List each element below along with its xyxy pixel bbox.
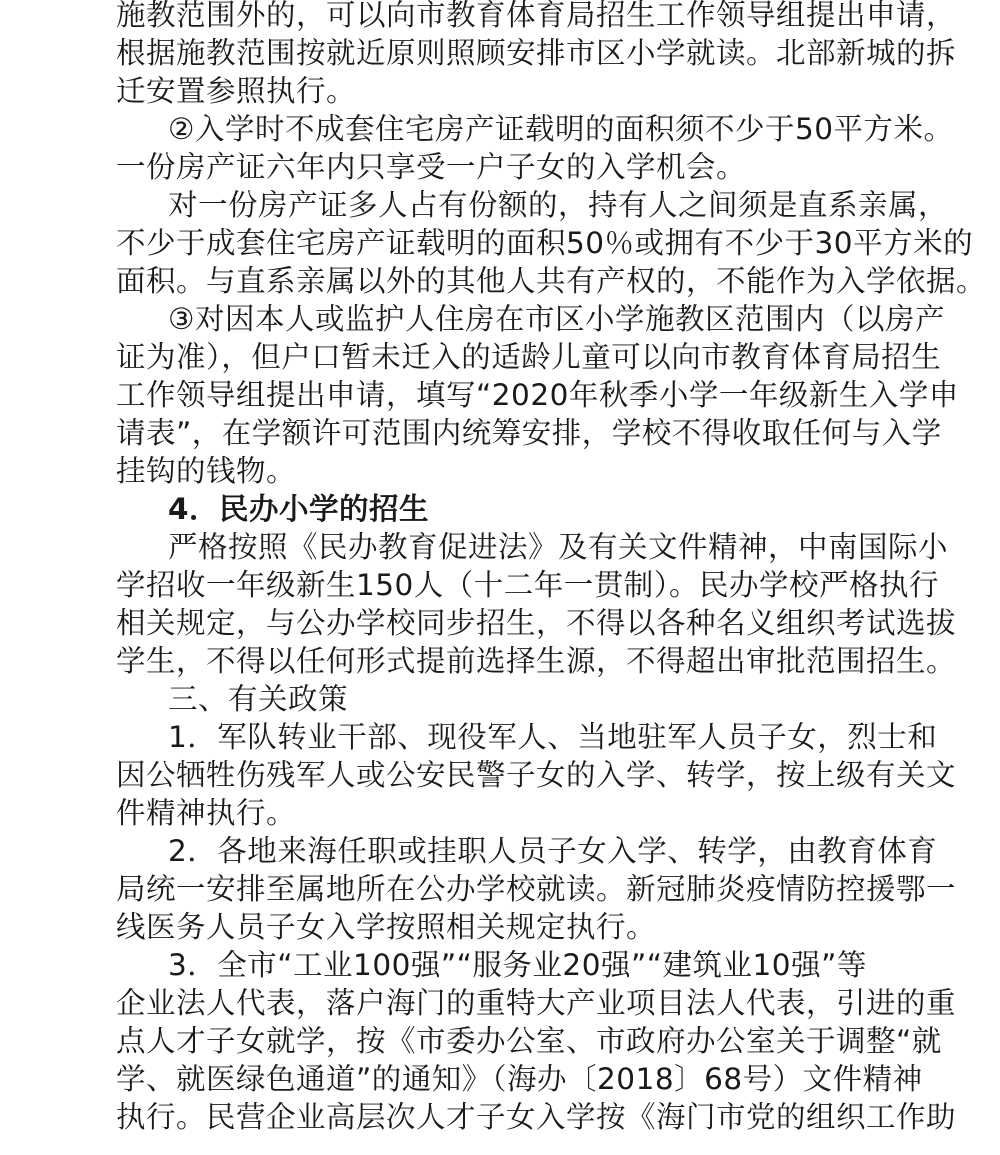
text-line: 学招收一年级新生150人（十二年一贯制）。民办学校严格执行: [116, 568, 940, 602]
text-line: 执行。民营企业高层次人才子女入学按《海门市党的组织工作助: [116, 1100, 957, 1134]
text-line: 面积。与直系亲属以外的其他人共有产权的，不能作为入学依据。: [116, 264, 987, 298]
text-line: 请表”，在学额许可范围内统筹安排，学校不得收取任何与入学: [116, 416, 942, 450]
text-line: 件精神执行。: [116, 796, 297, 830]
text-line: 1．军队转业干部、现役军人、当地驻军人员子女，烈士和: [168, 720, 938, 754]
text-line: 迁安置参照执行。: [116, 74, 357, 108]
text-line: 工作领导组提出申请，填写“2020年秋季小学一年级新生入学申: [116, 378, 959, 412]
text-line: 2．各地来海任职或挂职人员子女入学、转学，由教育体育: [168, 834, 938, 868]
text-line: ③对因本人或监护人住房在市区小学施教区范围内（以房产: [168, 302, 945, 336]
text-line: 线医务人员子女入学按照相关规定执行。: [116, 910, 657, 944]
text-line: 不少于成套住宅房产证载明的面积50％或拥有不少于30平方米的: [116, 226, 974, 260]
text-line: 根据施教范围按就近原则照顾安排市区小学就读。北部新城的拆: [116, 36, 957, 70]
text-line: 局统一安排至属地所在公办学校就读。新冠肺炎疫情防控援鄂一: [116, 872, 957, 906]
text-line: 施教范围外的，可以向市教育体育局招生工作领导组提出申请，: [116, 0, 957, 32]
text-line: 点人才子女就学，按《市委办公室、市政府办公室关于调整“就: [116, 1024, 942, 1058]
text-line: 对一份房产证多人占有份额的，持有人之间须是直系亲属，: [168, 188, 949, 222]
text-line: 因公牺牲伤残军人或公安民警子女的入学、转学，按上级有关文: [116, 758, 957, 792]
text-line: ②入学时不成套住宅房产证载明的面积须不少于50平方米。: [168, 112, 954, 146]
text-line: 企业法人代表，落户海门的重特大产业项目法人代表，引进的重: [116, 986, 957, 1020]
text-line: 一份房产证六年内只享受一户子女的入学机会。: [116, 150, 747, 184]
text-line: 学、就医绿色通道”的通知》（海办〔2018〕68号）文件精神: [116, 1062, 923, 1096]
text-line: 学生，不得以任何形式提前选择生源，不得超出审批范围招生。: [116, 644, 957, 678]
text-line: 挂钩的钱物。: [116, 454, 297, 488]
text-line: 相关规定，与公办学校同步招生，不得以各种名义组织考试选拔: [116, 606, 957, 640]
text-line: 严格按照《民办教育促进法》及有关文件精神，中南国际小: [168, 530, 949, 564]
section-heading: 三、有关政策: [168, 682, 349, 716]
text-line: 3．全市“工业100强”“服务业20强”“建筑业10强”等: [168, 948, 867, 982]
text-line: 证为准），但户口暂未迁入的适龄儿童可以向市教育体育局招生: [116, 340, 942, 374]
section-heading: 4．民办小学的招生: [168, 492, 430, 526]
